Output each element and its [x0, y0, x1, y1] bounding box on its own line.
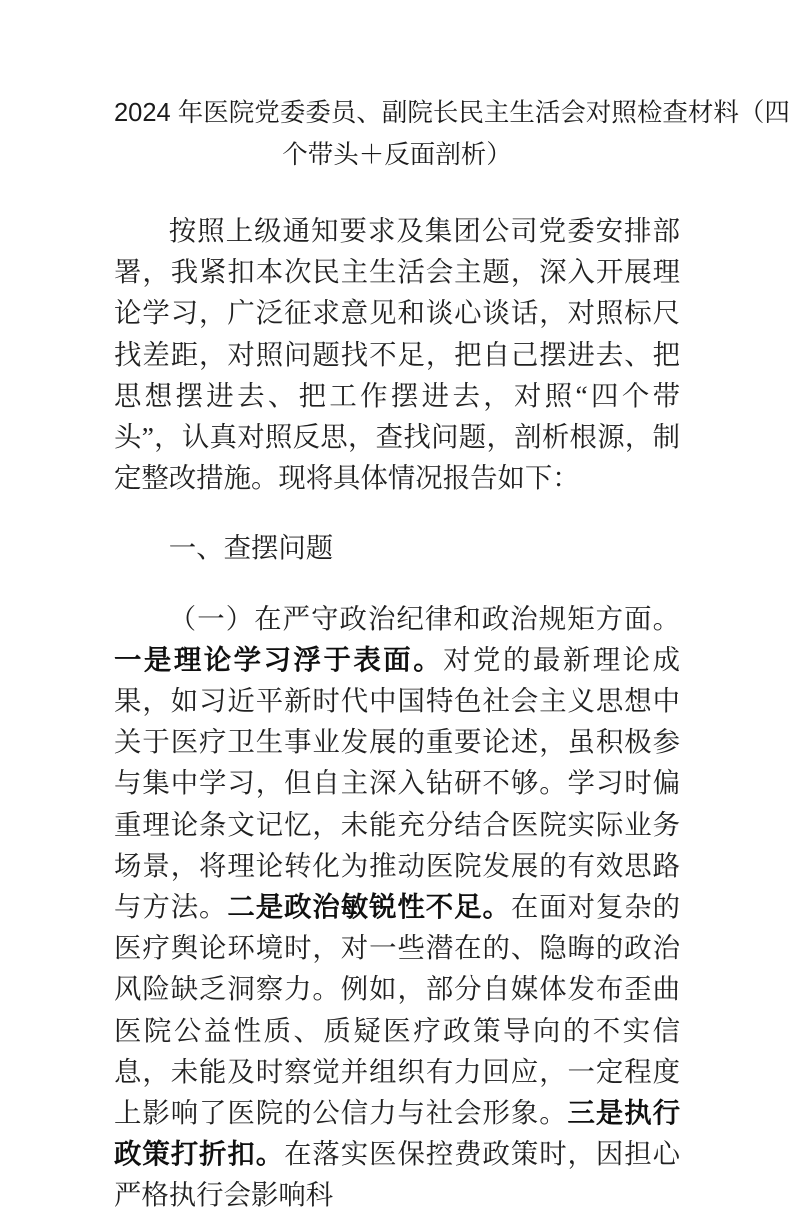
title-spacer — [114, 176, 680, 211]
intro-paragraph: 按照上级通知要求及集团公司党委安排部署，我紧扣本次民主生活会主题，深入开展理论学习，广泛征求意见和谈心谈话，对照标尺找差距，对照问题找不足，把自己摆进去、把思想摆进去、把工作摆进去，对照“四个带头”，认真对照反思，查找问题，剖析根源，制定整改措施。现将具体情况报告如下： — [114, 216, 680, 494]
subsection-a-point-3-label: 三是执行政策打折扣。 — [114, 1098, 680, 1170]
subsection-a-point-2-label: 二是政治敏锐性不足。 — [227, 892, 511, 923]
document-title-line-1: 2024 年医院党委委员、副院长民主生活会对照检查材料（四 — [114, 99, 790, 127]
subsection-a-point-3-text: 在落实医保控费政策时，因担心严格执行会影响科 — [114, 1139, 680, 1211]
subsection-a-point-1-label: 一是理论学习浮于表面。 — [114, 644, 444, 675]
page-content-area — [114, 92, 790, 1217]
section-heading-1: 一、查摆问题 — [168, 533, 334, 564]
subsection-a-paragraph — [114, 599, 680, 1217]
subsection-a-point-1-text: 对党的最新理论成果，如习近平新时代中国特色社会主义思想中关于医疗卫生事业发展的重要论述，虽积极参与集中学习，但自主深入钻研不够。学习时偏重理论条文记忆，未能充分结合医院实际业务场景，将理论转化为推动医院发展的有效思路与方法。 — [114, 644, 680, 923]
document-title — [114, 92, 790, 176]
document-title-line-2: 个带头＋反面剖析） — [282, 141, 512, 169]
subsection-a-point-2-text: 在面对复杂的医疗舆论环境时，对一些潜在的、隐晦的政治风险缺乏洞察力。例如，部分自媒体发布歪曲医院公益性质、质疑医疗政策导向的不实信息，未能及时察觉并组织有力回应，一定程度上影响了医院的公信力与社会形象。 — [114, 892, 680, 1129]
subsection-a-lead: （一）在严守政治纪律和政治规矩方面。 — [168, 603, 680, 634]
